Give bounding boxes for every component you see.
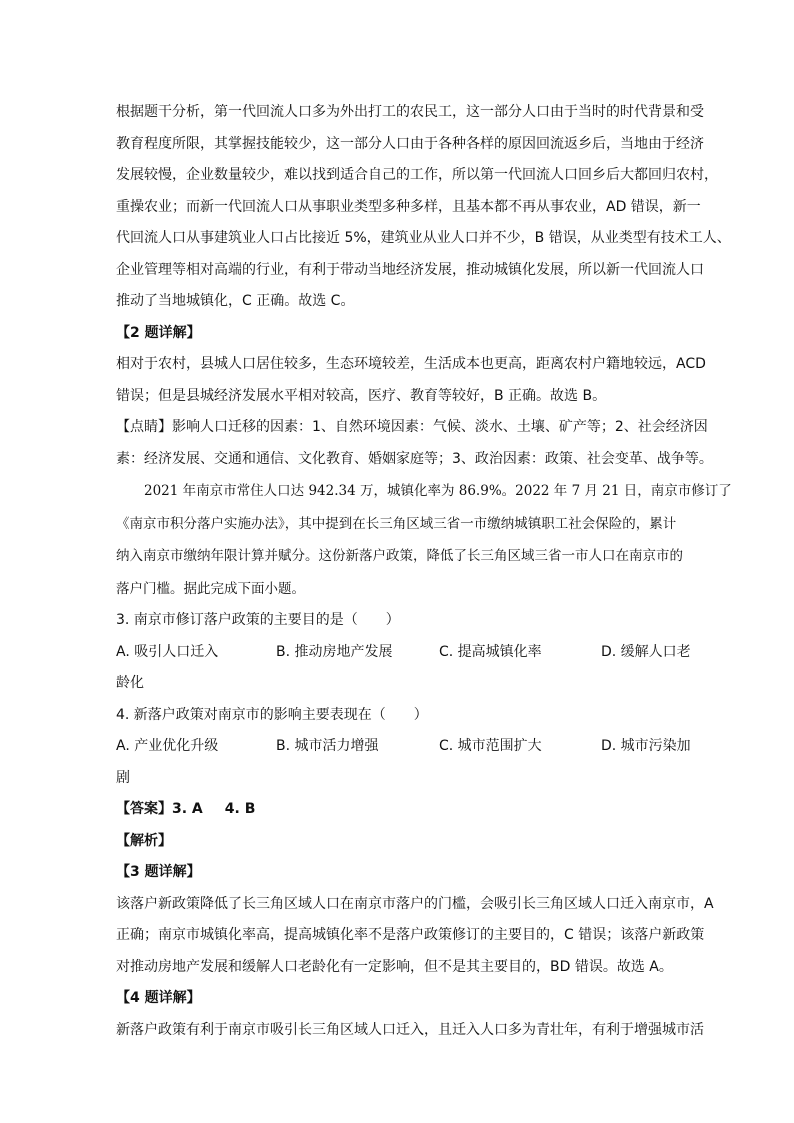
text-line: 新落户政策有利于南京市吸引长三角区域人口迁入，且迁入人口多为青壮年，有利于增强城市活 [116, 1021, 704, 1038]
text-line: 重操农业；而新一代回流人口从事职业类型多种多样，且基本都不再从事农业，AD 错误，新一 [116, 198, 701, 215]
text-line: 素：经济发展、交通和通信、文化教育、婚姻家庭等；3、政治因素：政策、社会变革、战争等。 [116, 450, 713, 467]
answer-label: 【答案】 [116, 801, 172, 817]
text-line: 根据题干分析，第一代回流人口多为外出打工的农民工，这一部分人口由于当时的时代背景和受 [116, 104, 704, 120]
text-line: 推动了当地城镇化，C 正确。故选 C。 [116, 293, 355, 309]
option-a: A. 产业优化升级 [116, 738, 219, 754]
text-line: 教育程度所限，其掌握技能较少，这一部分人口由于各种各样的原因回流返乡后，当地由于经济 [116, 135, 704, 152]
analysis-heading: 【解析】 [116, 832, 172, 849]
option-d: D. 城市污染加 [601, 738, 691, 754]
q4-heading: 【4 题详解】 [116, 990, 201, 1006]
option-b: B. 推动房地产发展 [276, 643, 393, 660]
answer-line [116, 794, 696, 826]
q2-explanation [116, 349, 706, 412]
text-line: 【点睛】影响人口迁移的因素：1、自然环境因素：气候、淡水、土壤、矿产等；2、社会经济因 [116, 419, 708, 435]
text-line: 发展较慢，企业数量较少，难以找到适合自己的工作，所以第一代回流人口回乡后大都回归农村， [116, 167, 718, 183]
question-3-options [116, 637, 696, 669]
option-a: A. 吸引人口迁入 [116, 643, 219, 660]
document-content [116, 97, 732, 1046]
answer-4: 4. B [224, 801, 256, 817]
text-line: 代回流人口从事建筑业人口占比接近 5%，建筑业从业人口并不少，B 错误，从业类型有技术工人、 [116, 230, 731, 246]
text-line: 企业管理等相对高端的行业，有利于带动当地经济发展，推动城镇化发展，所以新一代回流人口 [116, 261, 704, 278]
q2-heading: 【2 题详解】 [116, 324, 201, 341]
question-3-stem: 3. 南京市修订落户政策的主要目的是（ ） [116, 612, 400, 628]
option-d-wrap: 剧 [116, 769, 130, 786]
text-line: 正确；南京市城镇化率高，提高城镇化率不是落户政策修订的主要目的，C 错误；该落户新政策 [116, 927, 705, 943]
material-line: 《南京市积分落户实施办法》，其中提到在长三角区域三省一市缴纳城镇职工社会保险的，累计 [116, 515, 677, 532]
text-line: 错误；但是县城经济发展水平相对较高，医疗、教育等较好，B 正确。故选 B。 [116, 387, 607, 404]
option-c: C. 提高城镇化率 [439, 643, 542, 660]
answer-3: 3. A [172, 801, 203, 817]
option-c: C. 城市范围扩大 [439, 738, 542, 754]
question-4-options [116, 731, 696, 763]
text-line: 相对于农村，县城人口居住较多，生态环境较差，生活成本也更高，距离农村户籍地较远，ACD [116, 356, 706, 372]
question-4-stem: 4. 新落户政策对南京市的影响主要表现在（ ） [116, 706, 428, 723]
q3-heading: 【3 题详解】 [116, 864, 201, 880]
q3-explanation [116, 889, 714, 984]
reading-material [116, 475, 732, 605]
text-line: 该落户新政策降低了长三角区域人口在南京市落户的门槛，会吸引长三角区域人口迁入南京市，A [116, 895, 714, 912]
q4-explanation [116, 1015, 704, 1047]
material-line: 2021 年南京市常住人口达 942.34 万，城镇化率为 86.9%。2022 年 7 月 21 日，南京市修订了 [144, 483, 732, 499]
analysis-paragraph-1 [116, 97, 731, 318]
text-line: 对推动房地产发展和缓解人口老龄化有一定影响，但不是其主要目的，BD 错误。故选 A。 [116, 958, 673, 975]
option-d-wrap: 龄化 [116, 675, 144, 691]
option-d: D. 缓解人口老 [601, 643, 691, 660]
material-line: 纳入南京市缴纳年限计算并赋分。这份新落户政策，降低了长三角区域三省一市人口在南京市的 [116, 548, 683, 564]
tip-paragraph [116, 412, 713, 475]
option-b: B. 城市活力增强 [276, 738, 379, 754]
material-line: 落户门槛。据此完成下面小题。 [116, 580, 305, 597]
